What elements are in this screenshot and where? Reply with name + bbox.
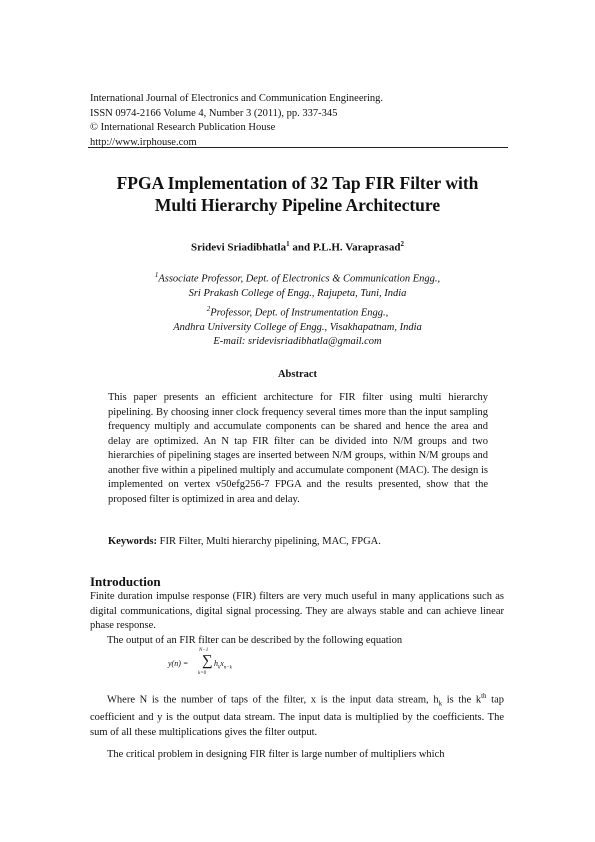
journal-publisher: © International Research Publication House: [90, 122, 276, 133]
journal-header: [90, 92, 510, 150]
title-line-2: Multi Hierarchy Pipeline Architecture: [154, 195, 441, 215]
contact-email: E-mail: sridevisriadibhatla@gmail.com: [213, 336, 382, 348]
journal-name: International Journal of Electronics and Communication Engineering.: [90, 93, 384, 104]
author-1: Sridevi Sriadibhatla: [191, 241, 287, 254]
affiliation-1-mark: 1: [154, 271, 159, 279]
affiliation-1-line-1: $^1$Associate Professor, Dept. of Electronics & Communication Engg.,: [154, 271, 441, 285]
author-conjunction: and: [289, 241, 313, 254]
keywords-text: FIR Filter, Multi hierarchy pipelining, MAC, FPGA.: [157, 536, 381, 547]
introduction-heading: Introduction: [90, 574, 161, 589]
introduction-paragraph-3: Where N is the number of taps of the filter, x is the input data stream, $h_k$ is the $k^{th}$ tap coefficient and y is the output data stream. The input data is multiplied by the coefficients. The sum of all these multiplications gives the filter output.: [90, 692, 505, 738]
author-2: P.L.H. Varaprasad: [312, 241, 401, 254]
header-divider: [88, 147, 508, 148]
abstract-heading: Abstract: [277, 369, 318, 380]
introduction-paragraph-2: The output of an FIR filter can be described by the following equation: [107, 635, 403, 646]
journal-issn: ISSN 0974-2166 Volume 4, Number 3 (2011), pp. 337-345: [90, 107, 338, 119]
affiliation-1-line-2: Sri Prakash College of Engg., Rajupeta, Tuni, India: [188, 288, 407, 300]
sum-upper-limit: N−1: [199, 648, 209, 653]
sum-lower-limit: k=0: [198, 671, 207, 676]
equation-term: $h_kx_{n-k}$: [214, 659, 232, 671]
affiliation-2-mark: 2: [206, 304, 211, 313]
introduction-paragraph-4: The critical problem in designing FIR filter is large number of multipliers which: [107, 749, 445, 760]
paper-title: [90, 172, 505, 216]
keywords-label: Keywords:: [108, 536, 157, 547]
author-list: [90, 240, 505, 254]
journal-url: http://www.irphouse.com: [90, 136, 197, 148]
keywords: [108, 536, 488, 547]
affiliation-2-line-2: Andhra University College of Engg., Visakhapatnam, India: [173, 321, 422, 333]
affiliations: [90, 268, 505, 350]
fir-equation: [168, 648, 238, 682]
abstract-text: This paper presents an efficient architecture for FIR filter using multi hierarchy pipelining. By choosing inner clock frequency several times more than the input sampling frequency multiply and accumulate components can be shared and hence the area and delay are optimized. An N tap FIR filter can be divided into N/M groups and two hierarchies of pipelining stages are inserted between N/M groups, within N/M groups and another five within a pipelined multiply and accumulate component (MAC). The design is implemented on vertex v50efg256-7 FPGA and the results presented, show that the proposed filter is optimized in area and delay.: [108, 392, 488, 505]
author-2-mark: 2: [400, 240, 404, 248]
summation-symbol: ∑: [202, 653, 213, 669]
author-1-mark: 1: [286, 240, 290, 248]
equation-lhs: y(n) =: [168, 659, 189, 668]
title-line-1: FPGA Implementation of 32 Tap FIR Filter with: [116, 173, 479, 193]
introduction-paragraph-1: Finite duration impulse response (FIR) filters are very much useful in many applications such as digital communications, digital signal processing. They are always stable and can achieve linear phase response.: [90, 591, 504, 631]
affiliation-2-line-1: $^2$Professor, Dept. of Instrumentation Engg.,: [206, 304, 389, 319]
